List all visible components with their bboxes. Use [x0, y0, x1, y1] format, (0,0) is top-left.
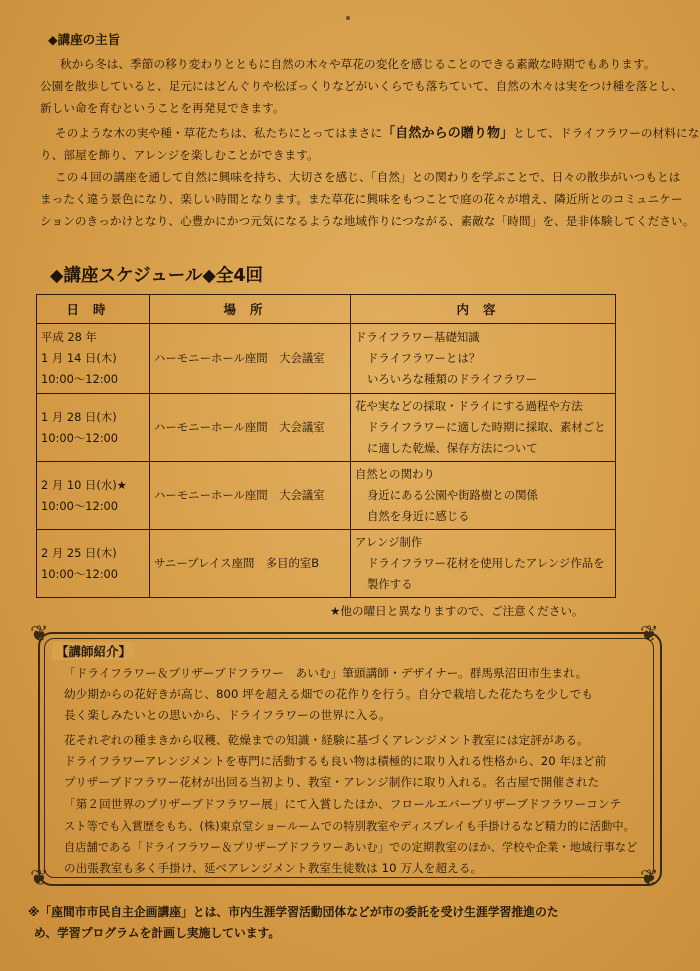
- instructor-title: 【講師紹介】: [52, 642, 135, 660]
- content-main: アレンジ制作: [355, 535, 423, 549]
- gift-from-nature-emphasis: 「自然からの贈り物」: [382, 126, 514, 141]
- year: 平成 28 年: [41, 330, 97, 344]
- date-cell: [37, 324, 150, 394]
- table-row: [37, 462, 616, 530]
- content-main: 自然との関わり: [355, 467, 435, 481]
- purpose-line: ションのきっかけとなり、心豊かにかつ元気になるような地域作りにつながる、素敵な「時間」を、是非体験してください。: [40, 214, 695, 228]
- content-sub: いろいろな種類のドライフラワー: [367, 372, 538, 386]
- purpose-line: この４回の講座を通して自然に興味を持ち、大切さを感じ、「自然」との関わりを学ぶことで、日々の散歩がいつもとは: [55, 170, 681, 184]
- date: 2 月 10 日(水)★: [41, 477, 127, 492]
- instructor-line: 「第２回世界のプリザーブドフラワー展」にて入賞したほか、フロールエバープリザーブドフラワーコンテ: [64, 797, 622, 811]
- content-sub: 自然を身近に感じる: [367, 509, 470, 523]
- purpose-title: ◆講座の主旨: [48, 32, 121, 47]
- place-cell: ハーモニーホール座間 大会議室: [150, 394, 351, 462]
- content-sub: 製作する: [367, 577, 413, 591]
- instructor-line: 花それぞれの種まきから収穫、乾燥までの知識・経験に基づくアレンジメント教室には定評がある。: [64, 733, 589, 747]
- header-content: 内容: [351, 295, 616, 324]
- content-sub: ドライフラワーに適した時期に採取、素材ごと: [367, 420, 606, 434]
- date-cell: [37, 530, 150, 598]
- table-row: [37, 324, 616, 394]
- instructor-line: 自店舗である「ドライフラワー＆プリザーブドフラワーあいむ」での定期教室のほか、学校や企業・地域行事など: [64, 841, 638, 854]
- instructor-line: 幼少期からの花好きが高じ、800 坪を超える畑での花作りを行う。自分で栽培した花たちを少しでも: [64, 687, 594, 701]
- corner-ornament-icon: ❦: [640, 622, 659, 647]
- content-cell: [351, 462, 616, 530]
- instructor-line: 長く楽しみたいとの思いから、ドライフラワーの世界に入る。: [64, 708, 391, 722]
- table-header-row: [37, 295, 616, 324]
- content-cell: [351, 394, 616, 462]
- pin-hole: [346, 16, 350, 20]
- place-cell: サニープレイス座間 多目的室B: [150, 530, 351, 598]
- content-cell: [351, 530, 616, 598]
- footnote: [28, 902, 559, 944]
- purpose-line: まったく違う景色になり、楽しい時間となります。また草花に興味をもつことで庭の花々が増え、隣近所とのコミュニケー: [40, 192, 683, 206]
- footnote-line: め、学習プログラムを計画し実施しています。: [34, 926, 281, 940]
- time: 10:00～12:00: [41, 430, 119, 445]
- content-main: 花や実などの採取・ドライにする過程や方法: [355, 399, 583, 413]
- table-row: [37, 530, 616, 598]
- instructor-line: スト等でも入賞歴をもち、(株)東京堂ショールームでの特別教室やディスプレイも手掛けるなど精力的に活動中。: [64, 820, 635, 833]
- date-cell: [37, 394, 150, 462]
- corner-ornament-icon: ❦: [30, 622, 49, 647]
- corner-ornament-icon: ❦: [30, 866, 49, 891]
- place-cell: ハーモニーホール座間 大会議室: [150, 462, 351, 530]
- purpose-text: として、ドライフラワーの材料にな: [513, 126, 700, 140]
- purpose-line: 新しい命を育むということを再発見できます。: [40, 101, 285, 115]
- date-cell: [37, 462, 150, 530]
- header-place: 場所: [150, 295, 351, 324]
- content-sub: ドライフラワーとは？: [367, 351, 481, 365]
- instructor-line: 「ドライフラワー＆プリザーブドフラワー あいむ」筆頭講師・デザイナー。群馬県沼田市生まれ。: [64, 666, 588, 680]
- content-cell: [351, 324, 616, 394]
- time: 10:00～12:00: [41, 372, 119, 386]
- date: 1 月 14 日(木): [41, 351, 117, 365]
- content-sub: 身近にある公園や街路樹との関係: [367, 488, 538, 502]
- corner-ornament-icon: ❦: [640, 866, 659, 891]
- header-date: 日時: [37, 295, 150, 324]
- time: 10:00～12:00: [41, 566, 119, 581]
- table-row: [37, 394, 616, 462]
- instructor-line: ドライフラワーアレンジメントを専門に活動するも良い物は積極的に取り入れる性格から、20 年ほど前: [64, 754, 607, 768]
- purpose-text: そのような木の実や種・草花たちは、私たちにとってはまさに: [55, 126, 383, 140]
- date: 1 月 28 日(木): [41, 409, 117, 424]
- purpose-line: 公園を散歩していると、足元にはどんぐりや松ぼっくりなどがいくらでも落ちていて、自然の木々は実をつけ種を落とし、: [40, 79, 683, 93]
- content-main: ドライフラワー基礎知識: [355, 330, 480, 344]
- place-cell: ハーモニーホール座間 大会議室: [150, 324, 351, 394]
- instructor-line: の出張教室も多く手掛け、延べアレンジメント教室生徒数は 10 万人を超える。: [64, 861, 483, 875]
- footnote-line: ※「座間市市民自主企画講座」とは、市内生涯学習活動団体などが市の委託を受け生涯学習推進のた: [28, 905, 559, 919]
- content-sub: に適した乾燥、保存方法について: [367, 441, 538, 455]
- instructor-line: プリザーブドフラワー花材が出回る当初より、教室・アレンジ制作に取り入れる。名古屋で開催された: [64, 775, 600, 789]
- purpose-line: 秋から冬は、季節の移り変わりとともに自然の木々や草花の変化を感じることのできる素敵な時期でもあります。: [60, 57, 656, 71]
- schedule-note: ★他の曜日と異なりますので、ご注意ください。: [330, 604, 584, 618]
- purpose-line: [55, 124, 699, 144]
- schedule-table: [36, 294, 616, 598]
- purpose-line: り、部屋を飾り、アレンジを楽しむことができます。: [40, 148, 319, 162]
- time: 10:00～12:00: [41, 498, 119, 513]
- schedule-title: ◆講座スケジュール◆全4回: [50, 266, 264, 286]
- date: 2 月 25 日(木): [41, 545, 117, 560]
- content-sub: ドライフラワー花材を使用したアレンジ作品を: [367, 556, 605, 570]
